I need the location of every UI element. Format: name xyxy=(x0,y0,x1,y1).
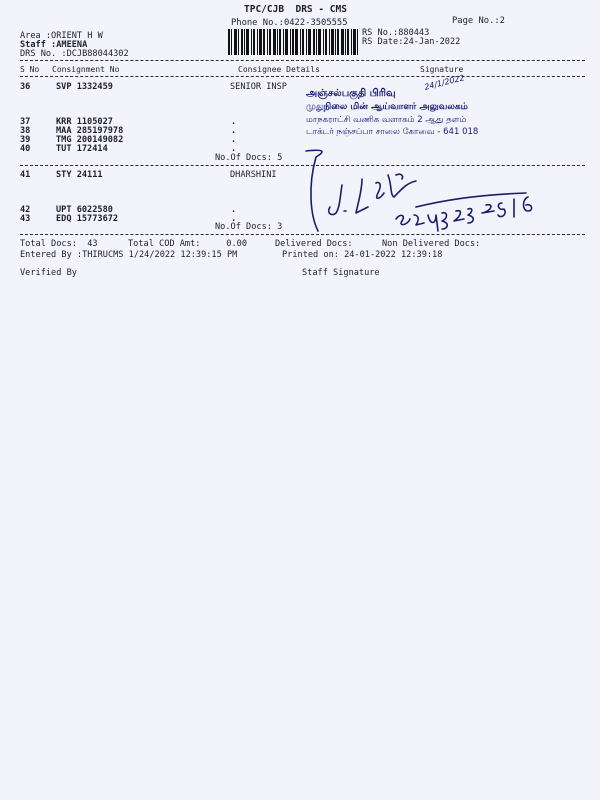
no-of-docs: No.Of Docs: 3 xyxy=(215,222,283,232)
staff-label: Staff :AMEENA xyxy=(20,40,88,50)
divider xyxy=(20,76,585,77)
row-sno: 43 xyxy=(20,214,31,224)
row-consignment: STY 24111 xyxy=(56,170,103,180)
col-sno: S No xyxy=(20,65,40,74)
area-label: Area :ORIENT H W xyxy=(20,31,103,41)
no-of-docs: No.Of Docs: 5 xyxy=(215,153,283,163)
total-docs: Total Docs: 43 xyxy=(20,239,98,249)
row-consignment: KRR 1105027 xyxy=(56,117,113,127)
stamp-line: மாநகராட்சி வணிக வளாகம் 2 ஆது தளம் xyxy=(306,115,467,125)
rs-number: RS No.:880443 xyxy=(362,28,430,38)
row-sno: 38 xyxy=(20,126,31,136)
row-consignment: TMG 200149082 xyxy=(56,135,124,145)
col-details: Consignee Details xyxy=(238,65,320,74)
phone-number: Phone No.:0422-3505555 xyxy=(231,18,348,28)
row-consignment: UPT 6022580 xyxy=(56,205,113,215)
row-details: DHARSHINI xyxy=(230,170,277,180)
stamp-line: முதுநிலை மின் ஆய்வாளர் அலுவலகம் xyxy=(306,102,468,112)
row-details: . xyxy=(231,144,237,154)
divider xyxy=(20,60,585,61)
signature-name xyxy=(334,160,337,170)
rs-date: RS Date:24-Jan-2022 xyxy=(362,37,461,47)
row-sno: 39 xyxy=(20,135,31,145)
non-delivered-docs: Non Delivered Docs: xyxy=(382,239,481,249)
row-details: . xyxy=(231,135,237,145)
row-details: . xyxy=(231,214,237,224)
office-stamp xyxy=(296,84,496,144)
row-consignment: SVP 1332459 xyxy=(56,82,113,92)
row-details: . xyxy=(231,205,237,215)
drs-number: DRS No. :DCJB88044302 xyxy=(20,49,129,59)
page-number: Page No.:2 xyxy=(452,16,505,26)
delivered-docs: Delivered Docs: xyxy=(275,239,353,249)
row-consignment: MAA 285197978 xyxy=(56,126,124,136)
row-sno: 42 xyxy=(20,205,31,215)
row-sno: 37 xyxy=(20,117,31,127)
signature-phone xyxy=(392,200,398,210)
row-consignment: EDQ 15773672 xyxy=(56,214,119,224)
verified-by: Verified By xyxy=(20,268,77,278)
stamp-line: அஞ்சல்பகுதி பிரிவு xyxy=(306,88,396,99)
row-details: SENIOR INSP xyxy=(230,82,287,92)
row-sno: 36 xyxy=(20,82,31,92)
row-sno: 40 xyxy=(20,144,31,154)
sheet-title: TPC/CJB DRS - CMS xyxy=(244,4,347,15)
handwritten-signature xyxy=(296,145,556,235)
row-consignment: TUT 172414 xyxy=(56,144,108,154)
staff-signature: Staff Signature xyxy=(302,268,380,278)
total-cod-amount: Total COD Amt: 0.00 xyxy=(128,239,247,249)
barcode-image xyxy=(228,29,358,55)
row-details: . xyxy=(231,117,237,127)
stamp-line: டாக்டர் நஞ்சப்பா சாலை கோவை - 641 018 xyxy=(306,127,479,137)
stamp-date: 24/1/2022 xyxy=(423,73,466,92)
col-signature: Signature xyxy=(420,65,464,74)
entered-by: Entered By :THIRUCMS 1/24/2022 12:39:15 PM xyxy=(20,250,238,260)
row-details: . xyxy=(231,126,237,136)
col-consignment: Consignment No xyxy=(52,65,120,74)
row-sno: 41 xyxy=(20,170,31,180)
printed-on: Printed on: 24-01-2022 12:39:18 xyxy=(282,250,443,260)
